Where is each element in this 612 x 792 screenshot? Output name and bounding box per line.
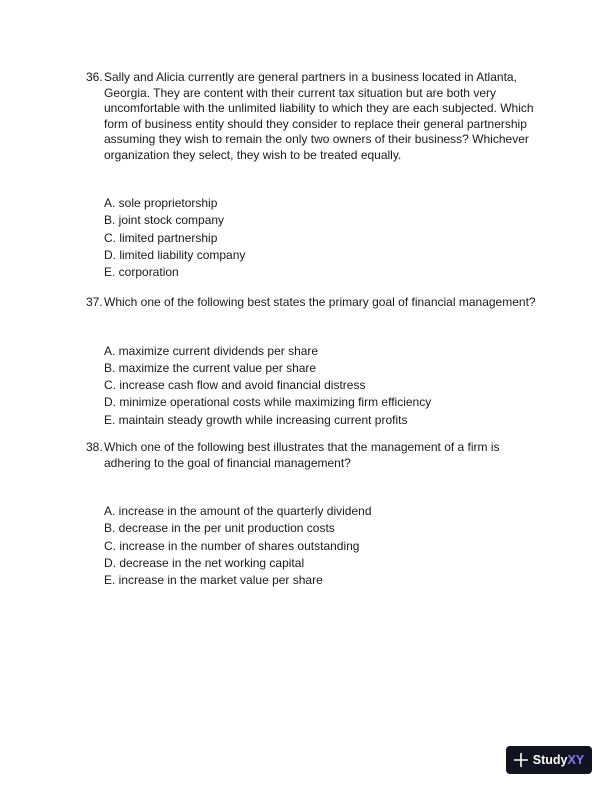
question-number: 38. xyxy=(86,440,103,454)
answer-options xyxy=(86,343,546,429)
answer-options xyxy=(86,195,546,281)
logo-text-xy: XY xyxy=(567,753,585,767)
option-e: E. increase in the market value per share xyxy=(104,573,323,588)
option-a: A. sole proprietorship xyxy=(104,196,218,210)
option-d: D. decrease in the net working capital xyxy=(104,555,305,570)
option-c: C. increase in the number of shares outstanding xyxy=(104,538,360,553)
option-c: C. increase cash flow and avoid financial distress xyxy=(104,378,366,393)
question-37 xyxy=(86,295,546,429)
question-number: 36. xyxy=(86,70,103,84)
option-e: E. maintain steady growth while increasing current profits xyxy=(104,412,408,427)
option-b: B. decrease in the per unit production costs xyxy=(104,521,335,536)
question-text: Which one of the following best illustrates that the management of a firm is adhering to the goal of financial management? xyxy=(104,440,500,470)
option-c: C. limited partnership xyxy=(104,230,218,245)
question-text: Which one of the following best states the primary goal of financial management? xyxy=(104,295,536,309)
option-a: A. increase in the amount of the quarterly dividend xyxy=(104,504,372,518)
option-d: D. limited liability company xyxy=(104,247,246,262)
option-d: D. minimize operational costs while maximizing firm efficiency xyxy=(104,395,432,410)
question-text: Sally and Alicia currently are general partners in a business located in Atlanta, Georgia. They are content with their current tax situation but are both very uncomfortable with the unlimited liability to which they are each subjected. Which form of business entity should they consider to replace their general partnership assuming they wish to remain the only two owners of their business? Whichever organization they select, they wish to be treated equally. xyxy=(104,70,534,162)
option-a: A. maximize current dividends per share xyxy=(104,343,319,358)
question-number: 37. xyxy=(86,295,103,309)
studyxy-logo[interactable] xyxy=(506,746,592,774)
plus-sparkle-icon xyxy=(514,753,528,767)
question-38 xyxy=(86,440,546,589)
logo-text-study: Study xyxy=(532,753,568,767)
question-36 xyxy=(86,70,546,281)
option-b: B. joint stock company xyxy=(104,213,225,228)
option-b: B. maximize the current value per share xyxy=(104,360,317,375)
option-e: E. corporation xyxy=(104,265,179,280)
answer-options xyxy=(86,503,546,589)
